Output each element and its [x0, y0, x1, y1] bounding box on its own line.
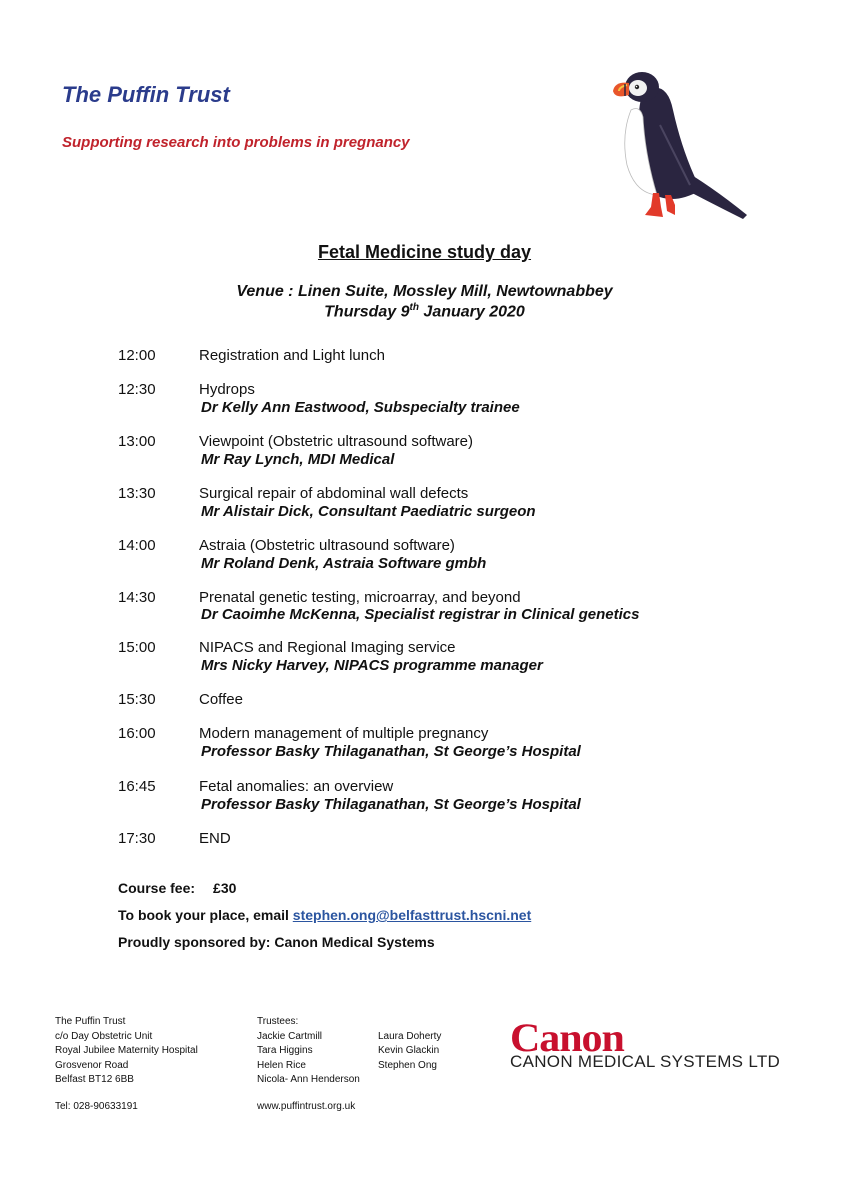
organization-name: The Puffin Trust	[62, 82, 230, 107]
schedule-title: Astraia (Obstetric ultrasound software)	[199, 537, 455, 554]
footer-address	[55, 1015, 198, 1088]
trustee-name: Jackie Cartmill	[257, 1030, 323, 1042]
schedule-title: Prenatal genetic testing, microarray, and beyond	[199, 589, 521, 606]
footer-phone: Tel: 028-90633191	[55, 1101, 138, 1112]
course-fee-amount: £30	[213, 880, 237, 896]
schedule-title: Surgical repair of abdominal wall defects	[199, 485, 469, 502]
event-date	[0, 302, 849, 321]
event-date-suffix: th	[409, 302, 419, 313]
trustee-name: Tara Higgins	[257, 1045, 313, 1056]
schedule-time: 16:00	[118, 725, 156, 742]
canon-logo-subtitle: CANON MEDICAL SYSTEMS LTD	[510, 1052, 781, 1071]
footer-website[interactable]: www.puffintrust.org.uk	[257, 1101, 356, 1112]
schedule-speaker: Mr Ray Lynch, MDI Medical	[201, 451, 395, 468]
schedule-speaker: Mrs Nicky Harvey, NIPACS programme manager	[201, 657, 543, 674]
course-fee	[118, 880, 236, 896]
organization-tagline: Supporting research into problems in pregnancy	[62, 134, 410, 151]
schedule-speaker: Mr Alistair Dick, Consultant Paediatric surgeon	[201, 503, 536, 520]
schedule-time: 14:00	[118, 537, 156, 554]
schedule-speaker: Dr Caoimhe McKenna, Specialist registrar in Clinical genetics	[201, 606, 640, 623]
schedule-time: 12:30	[118, 381, 156, 398]
trustees-column-1	[257, 1015, 360, 1088]
event-title: Fetal Medicine study day	[317, 242, 532, 262]
trustee-name: Nicola- Ann Henderson	[257, 1074, 360, 1085]
event-date-rest: January 2020	[418, 303, 525, 321]
schedule-speaker: Dr Kelly Ann Eastwood, Subspecialty trainee	[201, 399, 520, 416]
schedule-title: Registration and Light lunch	[199, 347, 385, 364]
schedule-title: Modern management of multiple pregnancy	[199, 725, 489, 742]
schedule-speaker: Mr Roland Denk, Astraia Software gmbh	[201, 555, 487, 572]
schedule-speaker: Professor Basky Thilaganathan, St George’s Hospital	[201, 743, 581, 760]
address-line: Belfast BT12 6BB	[55, 1074, 134, 1085]
trustees-label: Trustees:	[257, 1016, 299, 1027]
trustee-name: Laura Doherty	[378, 1030, 442, 1042]
trustees-column-2	[378, 1030, 441, 1074]
booking-email-link[interactable]: stephen.ong@belfasttrust.hscni.net	[292, 907, 532, 923]
schedule-time: 15:00	[118, 639, 156, 656]
schedule-title: NIPACS and Regional Imaging service	[199, 639, 456, 656]
trustee-name: Kevin Glackin	[378, 1045, 440, 1056]
schedule-time: 16:45	[118, 778, 156, 795]
schedule-title: Coffee	[199, 691, 243, 708]
booking-info	[118, 907, 531, 923]
address-line: Grosvenor Road	[55, 1059, 129, 1071]
trustee-name: Stephen Ong	[378, 1059, 437, 1071]
booking-label: To book your place, email	[118, 907, 293, 923]
address-line: c/o Day Obstetric Unit	[55, 1030, 153, 1042]
address-line: Royal Jubilee Maternity Hospital	[55, 1045, 198, 1056]
schedule-title: END	[199, 830, 231, 847]
address-line: The Puffin Trust	[55, 1016, 126, 1027]
sponsor-text: Proudly sponsored by: Canon Medical Systems	[118, 934, 435, 950]
event-venue: Venue : Linen Suite, Mossley Mill, Newtownabbey	[236, 283, 613, 300]
schedule-title: Viewpoint (Obstetric ultrasound software)	[199, 433, 474, 450]
schedule-time: 15:30	[118, 691, 156, 708]
event-date-prefix: Thursday 9	[324, 303, 410, 321]
schedule-title: Hydrops	[199, 381, 255, 398]
puffin-illustration	[605, 55, 750, 230]
trustee-name: Helen Rice	[257, 1059, 306, 1071]
canon-logo: Canon	[510, 1015, 624, 1060]
schedule-time: 13:00	[118, 433, 156, 450]
schedule-time: 14:30	[118, 589, 156, 606]
schedule-time: 13:30	[118, 485, 156, 502]
schedule-speaker: Professor Basky Thilaganathan, St George’s Hospital	[201, 796, 581, 813]
schedule-time: 17:30	[118, 830, 156, 847]
schedule-title: Fetal anomalies: an overview	[199, 778, 394, 795]
schedule-time: 12:00	[118, 347, 156, 364]
course-fee-label: Course fee:	[118, 880, 196, 896]
